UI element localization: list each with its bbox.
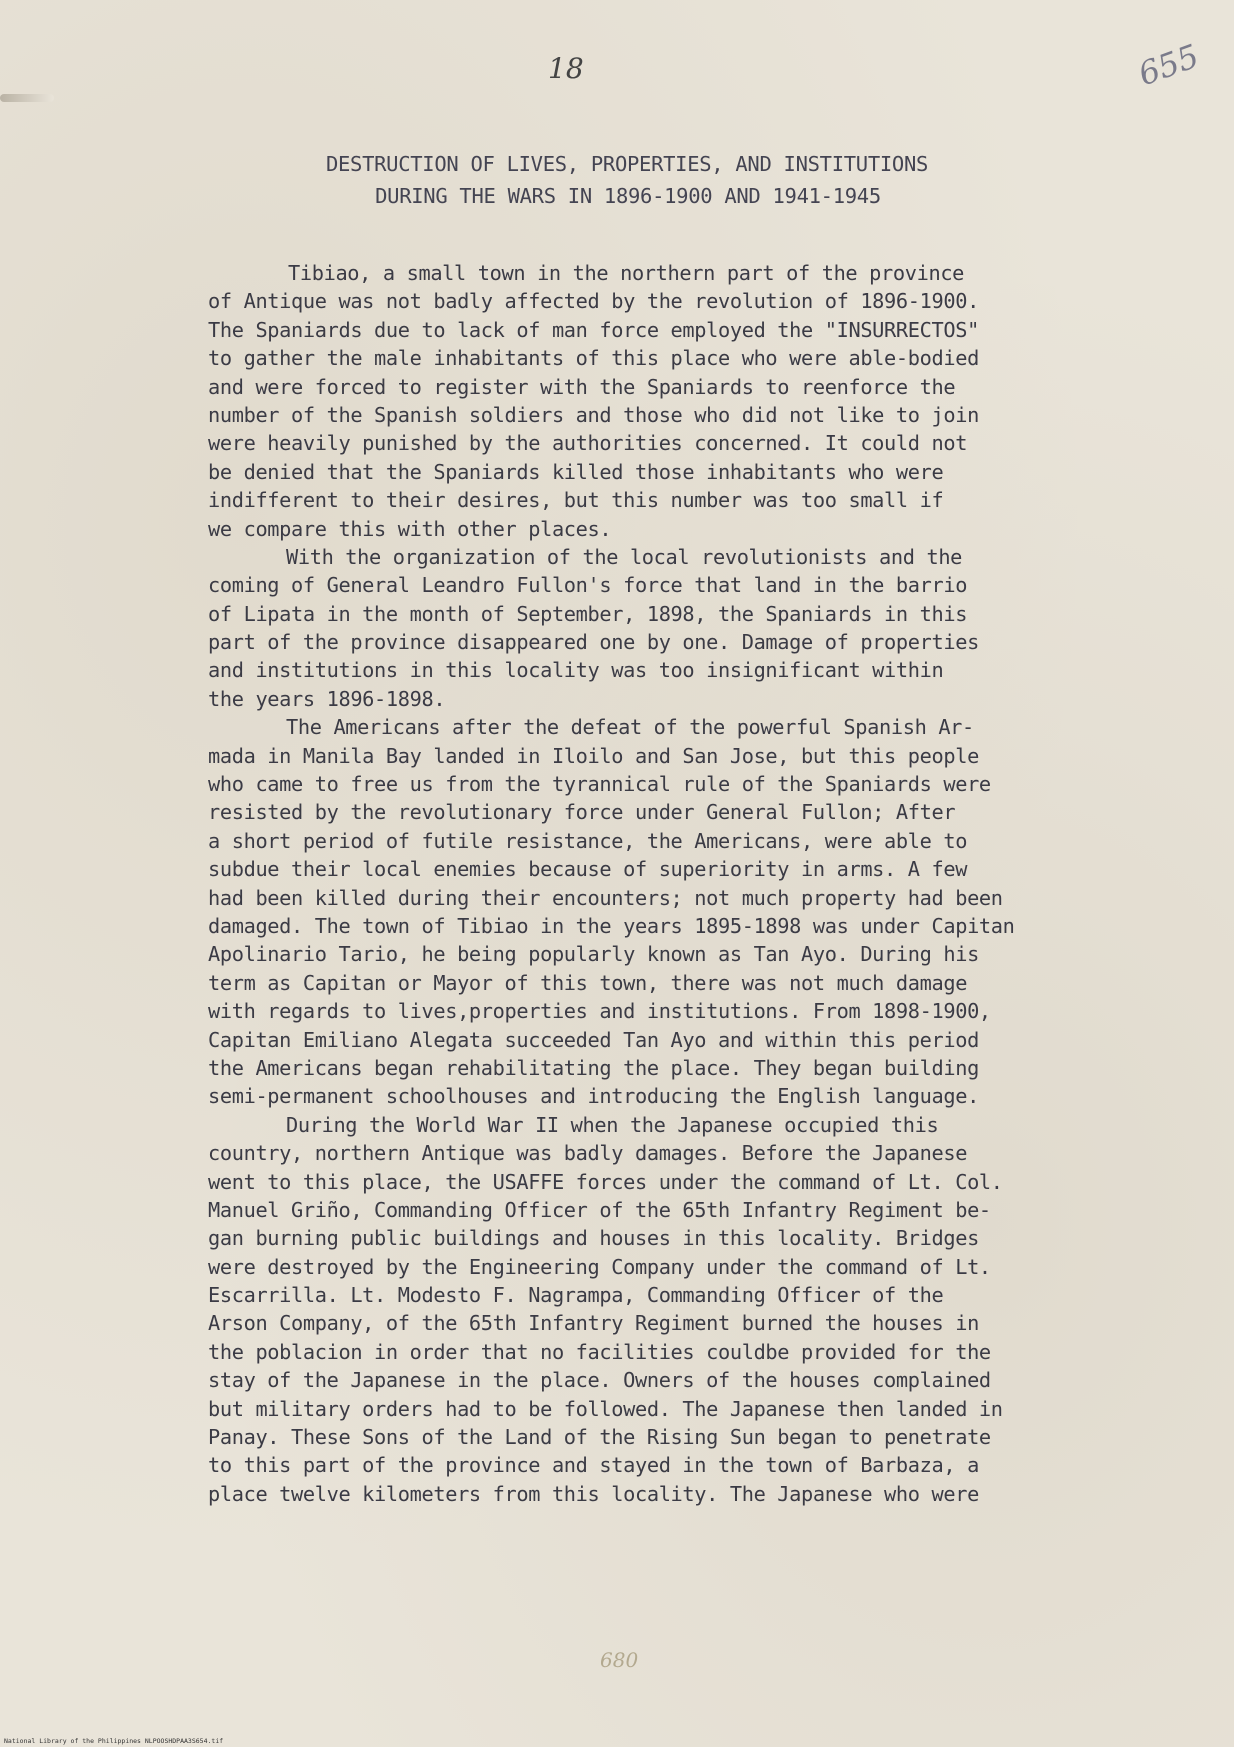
- text-line: to this part of the province and stayed in the town of Barbaza, a: [208, 1453, 979, 1478]
- body-text: [208, 259, 1198, 1508]
- text-line: Panay. These Sons of the Land of the Rising Sun began to penetrate: [208, 1425, 991, 1450]
- text-line: a short period of futile resistance, the Americans, were able to: [208, 828, 968, 853]
- text-line: The Spaniards due to lack of man force employed the "INSURRECTOS": [208, 317, 979, 342]
- text-line: be denied that the Spaniards killed those inhabitants who were: [208, 459, 944, 484]
- text-line: had been killed during their encounters; not much property had been: [208, 885, 1003, 910]
- text-line: indifferent to their desires, but this number was too small if: [208, 488, 944, 513]
- heading-line-2: DURING THE WARS IN 1896-1900 AND 1941-1945: [375, 184, 881, 208]
- text-line: the Americans began rehabilitating the place. They began building: [208, 1055, 979, 1080]
- paper-edge-mark: [0, 94, 54, 102]
- text-line: Capitan Emiliano Alegata succeeded Tan Ayo and within this period: [208, 1027, 979, 1052]
- text-line: gan burning public buildings and houses in this locality. Bridges: [208, 1226, 979, 1251]
- text-line: the years 1896-1898.: [208, 686, 446, 711]
- text-line: Arson Company, of the 65th Infantry Regiment burned the houses in: [208, 1311, 979, 1336]
- text-line: were heavily punished by the authorities concerned. It could not: [208, 431, 968, 456]
- handwritten-stamp-number: 655: [1133, 36, 1204, 94]
- page-number: 18: [548, 52, 584, 85]
- heading-line-1: DESTRUCTION OF LIVES, PROPERTIES, AND INSTITUTIONS: [325, 152, 929, 176]
- text-line: mada in Manila Bay landed in Iloilo and San Jose, but this people: [208, 743, 979, 768]
- text-line: Tibiao, a small town in the northern part of the province: [288, 261, 965, 285]
- text-line: With the organization of the local revolutionists and the: [286, 544, 963, 569]
- text-line: subdue their local enemies because of superiority in arms. A few: [208, 857, 968, 882]
- text-line: Escarrilla. Lt. Modesto F. Nagrampa, Commanding Officer of the: [208, 1283, 944, 1308]
- text-line: and were forced to register with the Spaniards to reenforce the: [208, 374, 956, 399]
- text-line: stay of the Japanese in the place. Owners of the houses complained: [208, 1368, 991, 1393]
- text-line: Manuel Griño, Commanding Officer of the 65th Infantry Regiment be-: [208, 1197, 991, 1222]
- text-line: were destroyed by the Engineering Company under the command of Lt.: [208, 1254, 991, 1279]
- text-line: coming of General Leandro Fullon's force that land in the barrio: [208, 573, 968, 598]
- text-line: who came to free us from the tyrannical rule of the Spaniards were: [208, 772, 991, 797]
- text-line: and institutions in this locality was too insignificant within: [208, 658, 944, 683]
- text-line: resisted by the revolutionary force under General Fullon; After: [208, 800, 956, 825]
- text-line: the poblacion in order that no facilities couldbe provided for the: [208, 1339, 991, 1364]
- text-line: went to this place, the USAFFE forces under the command of Lt. Col.: [208, 1169, 1003, 1194]
- text-line: but military orders had to be followed. The Japanese then landed in: [208, 1396, 1003, 1421]
- text-line: of Antique was not badly affected by the revolution of 1896-1900.: [208, 289, 979, 314]
- text-line: The Americans after the defeat of the powerful Spanish Ar-: [286, 715, 974, 740]
- text-line: we compare this with other places.: [208, 516, 612, 541]
- text-line: Apolinario Tario, he being popularly known as Tan Ayo. During his: [208, 942, 979, 967]
- text-line: During the World War II when the Japanese occupied this: [286, 1112, 939, 1137]
- text-line: term as Capitan or Mayor of this town, there was not much damage: [208, 970, 968, 995]
- text-line: country, northern Antique was badly damages. Before the Japanese: [208, 1141, 968, 1166]
- text-line: to gather the male inhabitants of this place who were able-bodied: [208, 346, 979, 371]
- text-line: place twelve kilometers from this locality. The Japanese who were: [208, 1481, 979, 1506]
- text-line: with regards to lives,properties and institutions. From 1898-1900,: [208, 999, 991, 1024]
- text-line: semi-permanent schoolhouses and introducing the English language.: [208, 1084, 979, 1109]
- text-line: part of the province disappeared one by one. Damage of properties: [208, 630, 979, 655]
- text-line: damaged. The town of Tibiao in the years 1895-1898 was under Capitan: [208, 913, 1015, 938]
- text-line: number of the Spanish soldiers and those who did not like to join: [208, 402, 979, 427]
- library-caption: National Library of the Philippines NLPOOSHDPAA3S654.tif: [4, 1737, 224, 1745]
- document-heading: [0, 148, 1234, 212]
- text-line: of Lipata in the month of September, 1898, the Spaniards in this: [208, 601, 968, 626]
- footer-handwritten-mark: 680: [600, 1648, 639, 1672]
